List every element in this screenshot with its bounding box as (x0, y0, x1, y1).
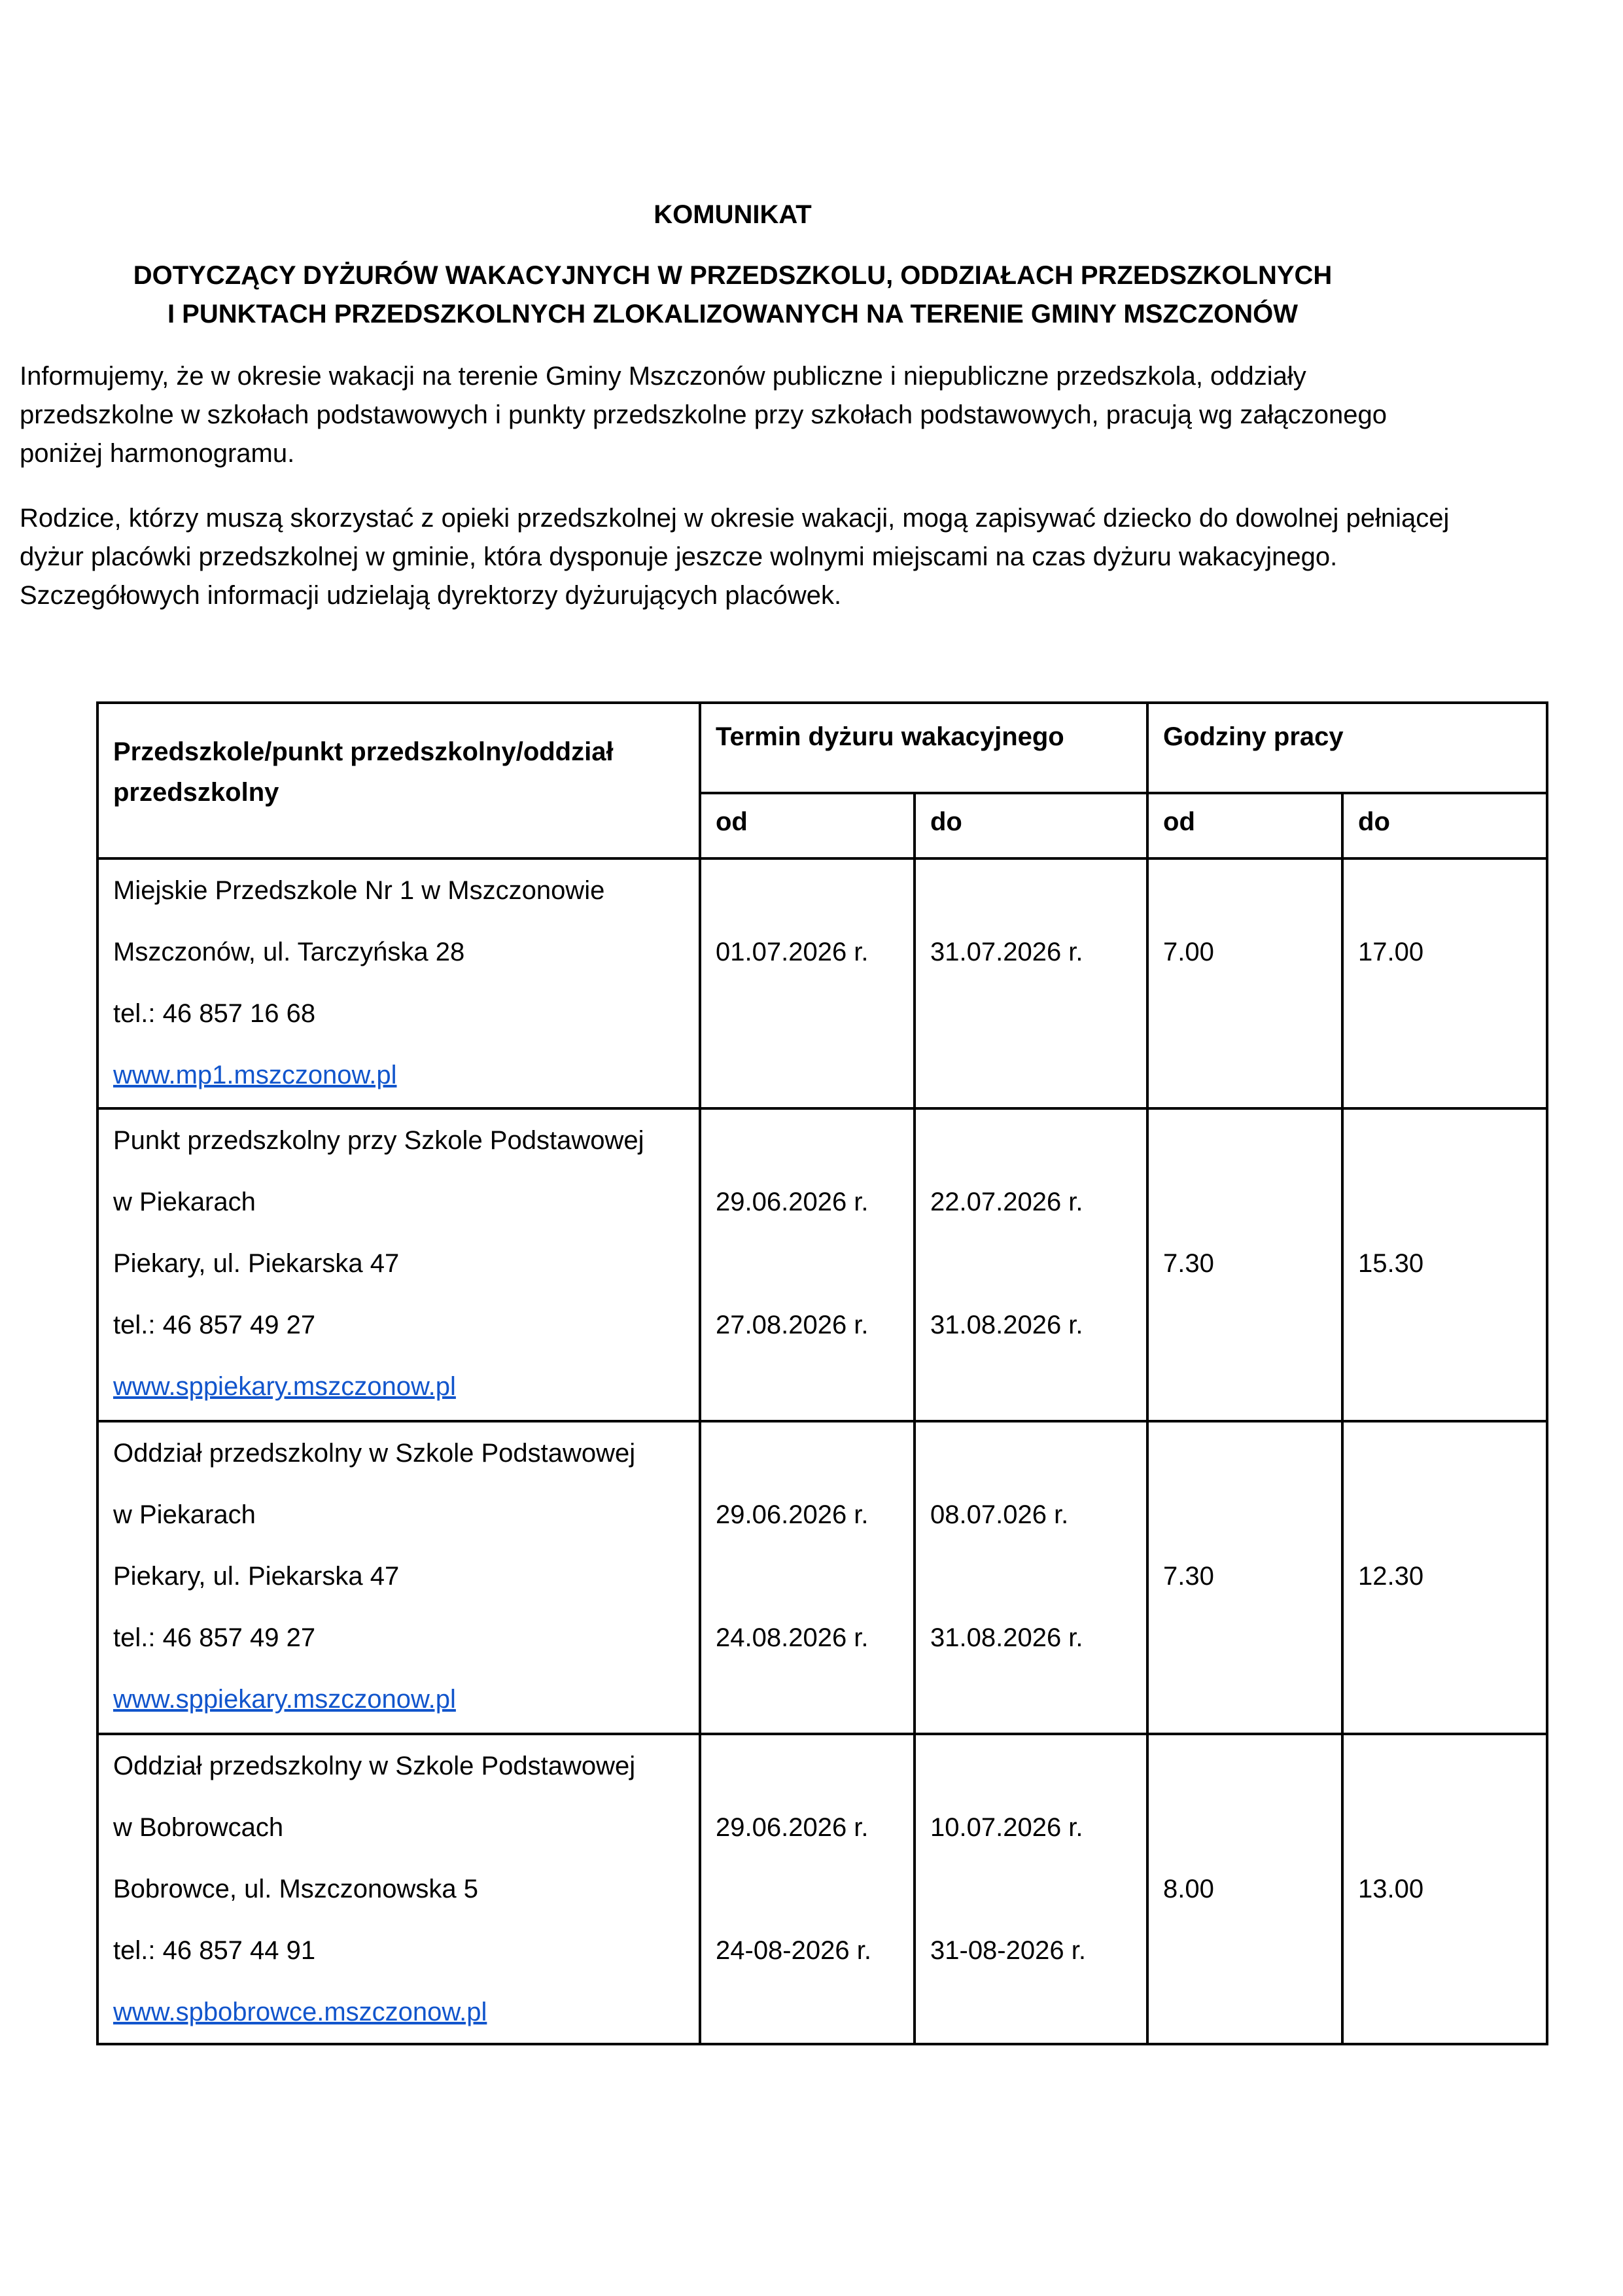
table-row (97, 1734, 1547, 2044)
institution-phone: tel.: 46 857 44 91 (113, 1936, 316, 1965)
hours-from-cell (1147, 858, 1342, 1108)
term-from-cell (700, 1734, 915, 2044)
institution-name: Oddział przedszkolny w Szkole Podstawowej (113, 1752, 636, 1780)
hours-to-value: 12.30 (1358, 1562, 1424, 1591)
term-from-date: 24.08.2026 r. (716, 1623, 869, 1652)
header-institution: Przedszkole/punkt przedszkolny/oddział przedszkolny (97, 703, 700, 858)
header-term: Termin dyżuru wakacyjnego (700, 703, 1147, 793)
institution-address: Mszczonów, ul. Tarczyńska 28 (113, 938, 465, 966)
document-subtitle (0, 256, 1465, 334)
document-title: KOMUNIKAT (654, 200, 812, 229)
institution-name: Punkt przedszkolny przy Szkole Podstawowej (113, 1126, 644, 1155)
term-to-cell (915, 1421, 1147, 1734)
subtitle-line: I PUNKTACH PRZEDSZKOLNYCH ZLOKALIZOWANYCH NA TERENIE GMINY MSZCZONÓW (167, 300, 1299, 328)
hours-to-value: 17.00 (1358, 938, 1424, 966)
header-hours: Godziny pracy (1147, 703, 1547, 793)
hours-from-value: 7.30 (1163, 1562, 1214, 1591)
term-to-date: 31.07.2026 r. (930, 938, 1083, 966)
institution-cell (97, 858, 700, 1108)
intro-paragraph: Informujemy, że w okresie wakacji na terenie Gminy Mszczonów publiczne i niepubliczne przedszkola, oddziały przedszkolne w szkołach podstawowych i punkty przedszkolne przy szkołach podstawowych, pracują wg załączonego poniżej harmonogramu. (20, 362, 1387, 468)
term-from-date: 24-08-2026 r. (716, 1936, 871, 1965)
institution-website-link[interactable]: www.sppiekary.mszczonow.pl (113, 1685, 456, 1714)
hours-from-cell (1147, 1108, 1342, 1421)
hours-from-cell (1147, 1421, 1342, 1734)
institution-name: Miejskie Przedszkole Nr 1 w Mszczonowie (113, 876, 605, 905)
institution-cell (97, 1108, 700, 1421)
institution-address: Piekary, ul. Piekarska 47 (113, 1562, 400, 1591)
table-row (97, 1108, 1547, 1421)
hours-to-cell (1342, 858, 1547, 1108)
hours-to-cell (1342, 1108, 1547, 1421)
institution-name-line2: w Piekarach (113, 1500, 256, 1529)
hours-to-value: 15.30 (1358, 1249, 1424, 1278)
institution-cell (97, 1421, 700, 1734)
term-to-cell (915, 1734, 1147, 2044)
term-from-date: 27.08.2026 r. (716, 1311, 869, 1339)
table-row (97, 858, 1547, 1108)
institution-website-link[interactable]: www.spbobrowce.mszczonow.pl (113, 1998, 487, 2026)
institution-address: Piekary, ul. Piekarska 47 (113, 1249, 400, 1278)
institution-name-line2: w Piekarach (113, 1188, 256, 1216)
institution-cell (97, 1734, 700, 2044)
hours-to-cell (1342, 1421, 1547, 1734)
header-hours-to: do (1342, 793, 1547, 858)
term-from-date: 29.06.2026 r. (716, 1813, 869, 1842)
table-row (97, 1421, 1547, 1734)
institution-phone: tel.: 46 857 16 68 (113, 999, 316, 1028)
header-term-from: od (700, 793, 915, 858)
hours-to-value: 13.00 (1358, 1875, 1424, 1903)
term-to-date: 10.07.2026 r. (930, 1813, 1083, 1842)
institution-name: Oddział przedszkolny w Szkole Podstawowej (113, 1439, 636, 1468)
institution-phone: tel.: 46 857 49 27 (113, 1623, 316, 1652)
term-from-cell (700, 1108, 915, 1421)
hours-from-value: 7.00 (1163, 938, 1214, 966)
institution-website-link[interactable]: www.mp1.mszczonow.pl (113, 1061, 397, 1089)
subtitle-line: DOTYCZĄCY DYŻURÓW WAKACYJNYCH W PRZEDSZKOLU, ODDZIAŁACH PRZEDSZKOLNYCH (133, 261, 1333, 290)
hours-from-cell (1147, 1734, 1342, 2044)
institution-website-link[interactable]: www.sppiekary.mszczonow.pl (113, 1372, 456, 1401)
term-from-date: 29.06.2026 r. (716, 1500, 869, 1529)
term-from-cell (700, 1421, 915, 1734)
term-to-date: 31.08.2026 r. (930, 1623, 1083, 1652)
parents-paragraph: Rodzice, którzy muszą skorzystać z opieki przedszkolnej w okresie wakacji, mogą zapisywać dziecko do dowolnej pełniącej dyżur placówki przedszkolnej w gminie, która dysponuje jeszcze wolnymi miejscami na czas dyżuru wakacyjnego. Szczegółowych informacji udzielają dyrektorzy dyżurujących placówek. (20, 504, 1450, 610)
schedule-table (96, 701, 1548, 2045)
institution-name-line2: w Bobrowcach (113, 1813, 284, 1842)
term-from-date: 01.07.2026 r. (716, 938, 869, 966)
hours-from-value: 8.00 (1163, 1875, 1214, 1903)
term-to-cell (915, 858, 1147, 1108)
term-to-date: 31.08.2026 r. (930, 1311, 1083, 1339)
term-from-date: 29.06.2026 r. (716, 1188, 869, 1216)
header-term-to: do (915, 793, 1147, 858)
hours-from-value: 7.30 (1163, 1249, 1214, 1278)
institution-address: Bobrowce, ul. Mszczonowska 5 (113, 1875, 479, 1903)
term-to-date: 22.07.2026 r. (930, 1188, 1083, 1216)
header-hours-from: od (1147, 793, 1342, 858)
term-to-cell (915, 1108, 1147, 1421)
institution-phone: tel.: 46 857 49 27 (113, 1311, 316, 1339)
term-to-date: 08.07.026 r. (930, 1500, 1069, 1529)
term-from-cell (700, 858, 915, 1108)
hours-to-cell (1342, 1734, 1547, 2044)
term-to-date: 31-08-2026 r. (930, 1936, 1086, 1965)
